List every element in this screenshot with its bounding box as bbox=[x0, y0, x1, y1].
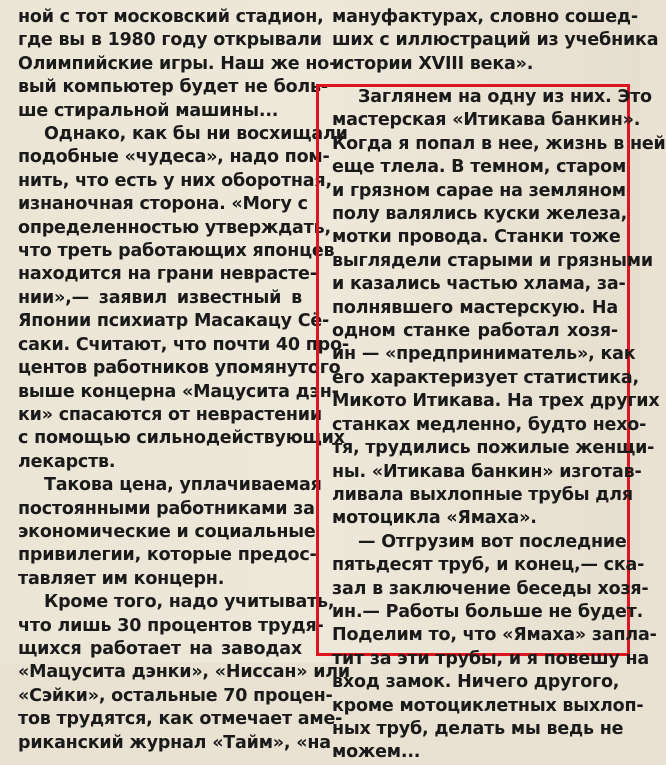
text-line: зал в заключение беседы хозя- bbox=[332, 578, 649, 599]
text-line: одном станке работал хозя- bbox=[332, 321, 618, 342]
text-line: риканский журнал «Тайм», «на bbox=[18, 732, 331, 753]
text-line: Микото Итикава. На трех других bbox=[332, 391, 660, 412]
text-line: ливала выхлопные трубы для bbox=[332, 484, 633, 505]
text-line: ших с иллюстраций из учебника bbox=[332, 30, 659, 51]
text-line: мастерская «Итикава банкин». bbox=[332, 110, 641, 131]
left-column bbox=[18, 6, 350, 755]
text-line: полнявшего мастерскую. На bbox=[332, 297, 618, 318]
text-line: нии»,— заявил известный в bbox=[18, 287, 302, 308]
text-line: ше стиральной машины... bbox=[18, 100, 279, 121]
text-line: подобные «чудеса», надо пом- bbox=[18, 147, 330, 168]
text-line: центов работников упомянутого bbox=[18, 358, 341, 379]
text-line: ки» спасаются от неврастении bbox=[18, 404, 322, 425]
text-line: саки. Считают, что почти 40 про- bbox=[18, 334, 349, 355]
text-line: мануфактурах, словно сошед- bbox=[332, 7, 638, 27]
right-column-top bbox=[332, 6, 659, 74]
text-line: привилегии, которые предос- bbox=[18, 545, 317, 566]
text-line: Кроме того, надо учитывать, bbox=[44, 592, 335, 613]
text-line: тя, трудились пожилые женщи- bbox=[332, 438, 655, 459]
text-line: еще тлела. В темном, старом bbox=[332, 157, 627, 178]
text-line: пятьдесят труб, и конец,— ска- bbox=[332, 555, 645, 576]
text-line: «Мацусита дэнки», «Ниссан» или bbox=[18, 662, 350, 683]
text-line: что треть работающих японцев bbox=[18, 241, 335, 262]
text-line: ны. «Итикава банкин» изготав- bbox=[332, 461, 642, 482]
highlighted-passage bbox=[332, 86, 666, 765]
text-line: вход замок. Ничего другого, bbox=[332, 672, 620, 693]
text-line: можем... bbox=[332, 742, 421, 763]
text-line: определенностью утверждать, bbox=[18, 217, 331, 238]
text-line: выше концерна «Мацусита дэн- bbox=[18, 381, 339, 402]
text-line: мотки провода. Станки тоже bbox=[332, 227, 621, 248]
text-line: ных труб, делать мы ведь не bbox=[332, 718, 624, 739]
text-line: его характеризует статистика, bbox=[332, 367, 639, 388]
text-line: что лишь 30 процентов трудя- bbox=[18, 615, 324, 636]
text-line: тит за эти трубы, и я повешу на bbox=[332, 648, 649, 669]
text-line: и казались частью хлама, за- bbox=[332, 274, 626, 295]
text-line: ин.— Работы больше не будет. bbox=[332, 601, 644, 622]
text-line: лекарств. bbox=[18, 451, 116, 472]
text-line: с помощью сильнодействующих bbox=[18, 428, 345, 449]
text-line: изнаночная сторона. «Могу с bbox=[18, 194, 308, 215]
text-line: Поделим то, что «Ямаха» запла- bbox=[332, 625, 657, 646]
text-line: тов трудятся, как отмечает аме- bbox=[18, 709, 343, 730]
text-line: полу валялись куски железа, bbox=[332, 204, 628, 225]
text-line: где вы в 1980 году открывали bbox=[18, 30, 322, 51]
text-line: Однако, как бы ни восхищали bbox=[44, 124, 348, 145]
text-line: Олимпийские игры. Наш же но- bbox=[18, 53, 337, 74]
text-line: Такова цена, уплачиваемая bbox=[44, 475, 322, 496]
text-line: мотоцикла «Ямаха». bbox=[332, 508, 537, 529]
text-line: тавляет им концерн. bbox=[18, 568, 225, 589]
text-line: нить, что есть у них оборотная, bbox=[18, 170, 332, 191]
text-line: Японии психиатр Масакацу Сё- bbox=[18, 311, 330, 332]
text-line: станках медленно, будто нехо- bbox=[332, 414, 647, 435]
text-line: вый компьютер будет не боль- bbox=[18, 77, 328, 98]
text-line: щихся работает на заводах bbox=[18, 638, 302, 659]
text-line: кроме мотоциклетных выхлоп- bbox=[332, 695, 644, 716]
text-line: и грязном сарае на земляном bbox=[332, 180, 626, 201]
text-line: выглядели старыми и грязными bbox=[332, 250, 653, 271]
text-line: — Отгрузим вот последние bbox=[358, 531, 627, 552]
text-line: «Сэйки», остальные 70 процен- bbox=[18, 685, 333, 706]
text-line: истории XVIII века». bbox=[332, 53, 534, 74]
text-line: постоянными работниками за bbox=[18, 498, 315, 519]
text-line: находится на грани неврасте- bbox=[18, 264, 317, 285]
text-line: Заглянем на одну из них. Это bbox=[358, 87, 652, 107]
text-line: Когда я попал в нее, жизнь в ней bbox=[332, 133, 666, 154]
text-line: ин — «предприниматель», как bbox=[332, 344, 636, 365]
text-line: экономические и социальные bbox=[18, 521, 316, 542]
text-line: ной с тот московский стадион, bbox=[18, 7, 324, 27]
